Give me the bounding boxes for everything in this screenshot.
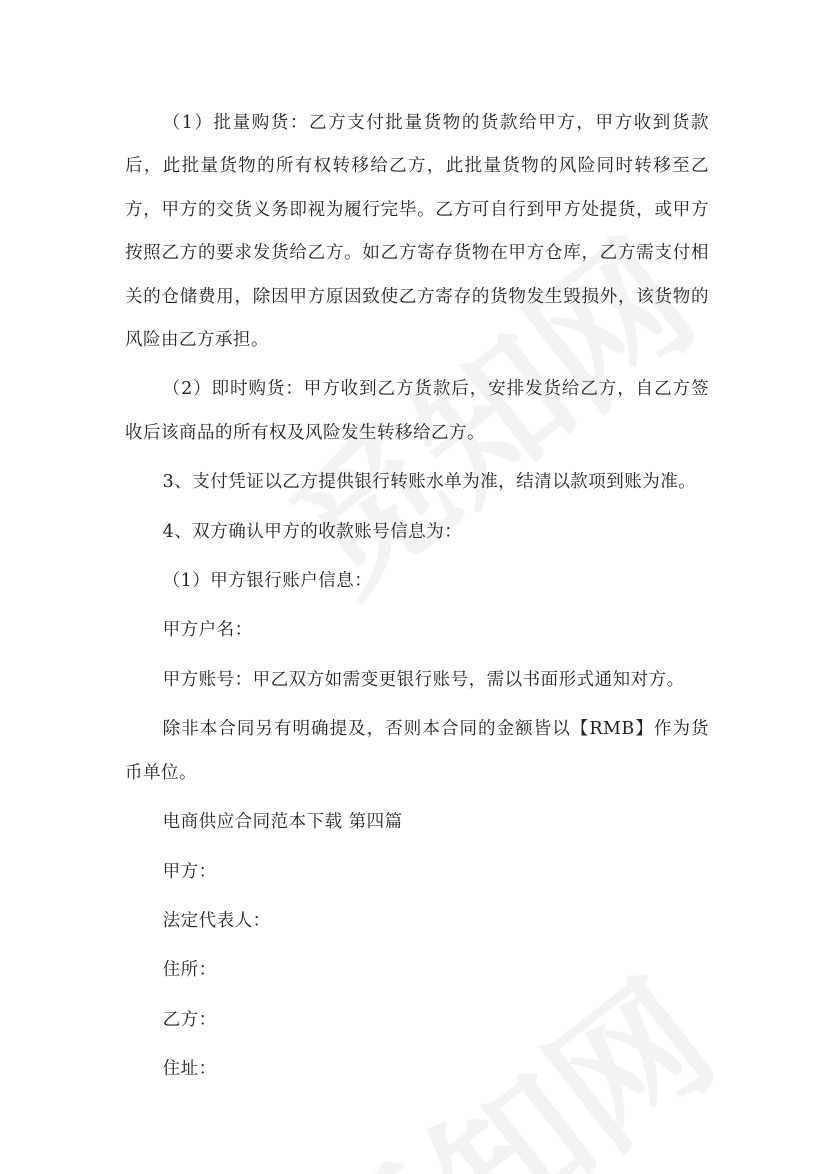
field-address: 住址：: [162, 1059, 217, 1080]
paragraph-payment-voucher: 3、支付凭证以乙方提供银行转账水单为准，结清以款项到账为准。: [162, 472, 697, 493]
section-title: 电商供应合同范本下载 第四篇: [162, 812, 403, 833]
paragraph-instant-purchase: （2）即时购货：甲方收到乙方货款后，安排发货给乙方，自乙方签收后该商品的所有权及风险发生转移给乙方。: [125, 379, 709, 443]
field-account-name: 甲方户名：: [162, 620, 253, 641]
field-party-a: 甲方：: [162, 861, 217, 882]
paragraph-bank-info-heading: （1）甲方银行账户信息：: [162, 571, 373, 592]
paragraph-currency: 除非本合同另有明确提及，否则本合同的金额皆以【RMB】作为货币单位。: [125, 719, 709, 783]
paragraph-bulk-purchase: （1）批量购货：乙方支付批量货物的货款给甲方，甲方收到货款后，此批量货物的所有权转移给乙方，此批量货物的风险同时转移至乙方，甲方的交货义务即视为履行完毕。乙方可自行到甲方处提货，或甲方按照乙方的要求发货给乙方。如乙方寄存货物在甲方仓库，乙方需支付相关的仓储费用，除因甲方原因致使乙方寄存的货物发生毁损外，该货物的风险由乙方承担。: [125, 113, 709, 351]
field-legal-representative: 法定代表人：: [162, 910, 271, 931]
paragraph-account-confirm: 4、双方确认甲方的收款账号信息为：: [162, 521, 463, 542]
field-party-b: 乙方：: [162, 1009, 217, 1030]
field-domicile: 住所：: [162, 960, 217, 981]
document-body: [125, 102, 709, 1098]
field-account-number: 甲方账号：甲乙双方如需变更银行账号，需以书面形式通知对方。: [162, 669, 685, 690]
